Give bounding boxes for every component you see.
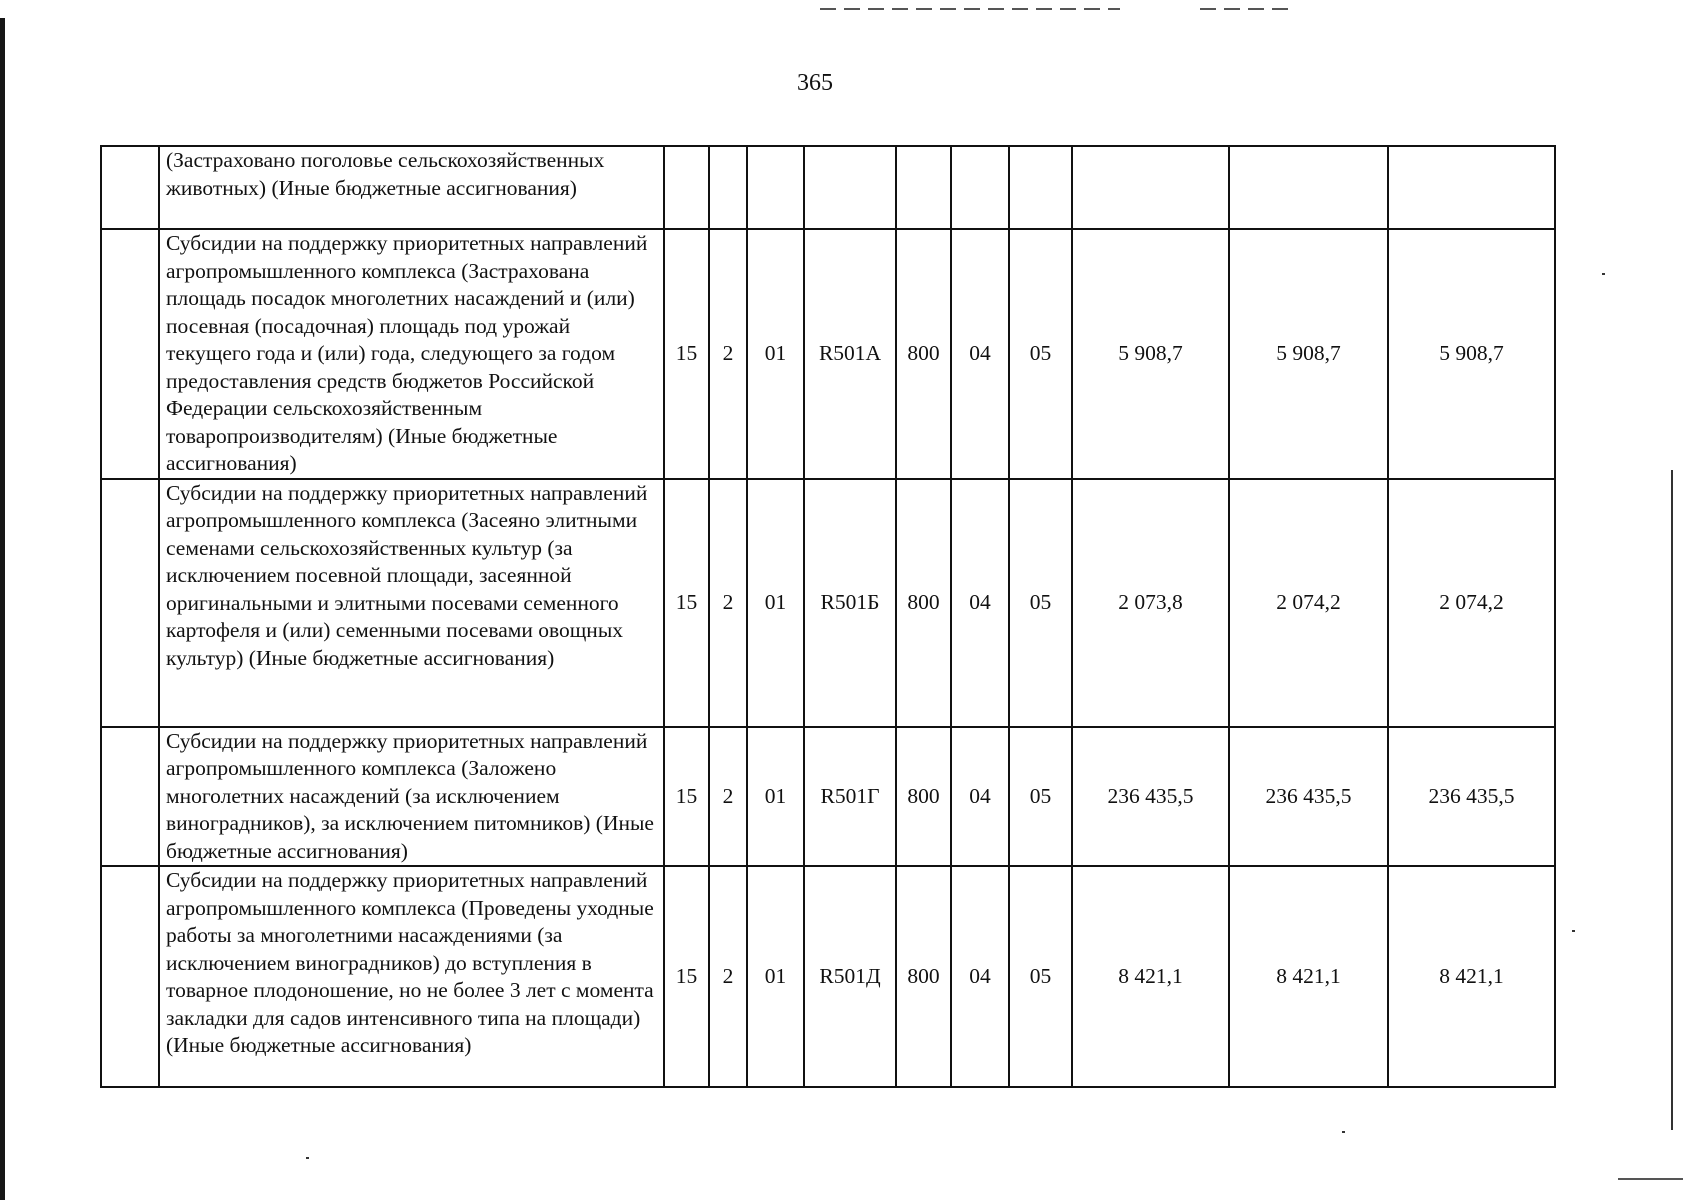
table-row xyxy=(101,866,1555,1087)
amount-cell xyxy=(1229,146,1388,229)
code-cell: 04 xyxy=(951,866,1009,1087)
description-cell: Субсидии на поддержку приоритетных направлений агропромышленного комплекса (Заложено многолетних насаждений (за исключением виноградников), за исключением питомников) (Иные бюджетные ассигнования) xyxy=(159,727,664,867)
code-cell: 05 xyxy=(1009,229,1072,479)
code-cell: 15 xyxy=(664,229,709,479)
scan-speck xyxy=(1342,1131,1345,1133)
amount-cell xyxy=(1072,146,1229,229)
code-cell: 01 xyxy=(747,479,804,727)
code-cell: 800 xyxy=(896,727,951,867)
amount-cell: 2 074,2 xyxy=(1388,479,1555,727)
table-row xyxy=(101,229,1555,479)
code-cell: 04 xyxy=(951,727,1009,867)
code-cell xyxy=(747,146,804,229)
code-cell: 2 xyxy=(709,727,747,867)
amount-cell: 236 435,5 xyxy=(1229,727,1388,867)
code-cell: R501А xyxy=(804,229,896,479)
amount-cell xyxy=(1388,146,1555,229)
description-cell: Субсидии на поддержку приоритетных направлений агропромышленного комплекса (Проведены уходные работы за многолетними насаждениями (за исключением виноградников) до вступления в товарное плодоношение, но не более 3 лет с момента закладки для садов интенсивного типа на площади) (Иные бюджетные ассигнования) xyxy=(159,866,664,1087)
budget-table xyxy=(100,145,1556,1088)
amount-cell: 2 074,2 xyxy=(1229,479,1388,727)
description-cell: Субсидии на поддержку приоритетных направлений агропромышленного комплекса (Застрахована площадь посадок многолетних насаждений и (или) посевная (посадочная) площадь под урожай текущего года и (или) года, следующего за годом предоставления средств бюджетов Российской Федерации сельскохозяйственным товаропроизводителям) (Иные бюджетные ассигнования) xyxy=(159,229,664,479)
code-cell: 15 xyxy=(664,727,709,867)
code-cell: 2 xyxy=(709,866,747,1087)
amount-cell: 8 421,1 xyxy=(1229,866,1388,1087)
amount-cell: 236 435,5 xyxy=(1388,727,1555,867)
code-cell xyxy=(951,146,1009,229)
amount-cell: 8 421,1 xyxy=(1072,866,1229,1087)
code-cell: 05 xyxy=(1009,727,1072,867)
code-cell: 05 xyxy=(1009,479,1072,727)
code-cell: 2 xyxy=(709,229,747,479)
code-cell: 01 xyxy=(747,727,804,867)
description-cell: (Застраховано поголовье сельскохозяйственных животных) (Иные бюджетные ассигнования) xyxy=(159,146,664,229)
scan-speck xyxy=(1572,930,1575,932)
row-number-cell xyxy=(101,229,159,479)
code-cell: R501Г xyxy=(804,727,896,867)
table-row xyxy=(101,146,1555,229)
amount-cell: 8 421,1 xyxy=(1388,866,1555,1087)
code-cell: R501Д xyxy=(804,866,896,1087)
scan-edge-right xyxy=(1671,470,1673,1130)
row-number-cell xyxy=(101,866,159,1087)
description-cell: Субсидии на поддержку приоритетных направлений агропромышленного комплекса (Засеяно элитными семенами сельскохозяйственных культур (за исключением посевной площади, засеянной оригинальными и элитными посевами семенного картофеля и (или) семенными посевами овощных культур) (Иные бюджетные ассигнования) xyxy=(159,479,664,727)
amount-cell: 5 908,7 xyxy=(1072,229,1229,479)
code-cell: R501Б xyxy=(804,479,896,727)
code-cell: 04 xyxy=(951,479,1009,727)
code-cell xyxy=(1009,146,1072,229)
code-cell xyxy=(709,146,747,229)
code-cell xyxy=(804,146,896,229)
scan-speck xyxy=(306,1157,309,1159)
code-cell: 2 xyxy=(709,479,747,727)
code-cell: 800 xyxy=(896,479,951,727)
row-number-cell xyxy=(101,727,159,867)
code-cell: 01 xyxy=(747,229,804,479)
code-cell: 800 xyxy=(896,866,951,1087)
row-number-cell xyxy=(101,146,159,229)
amount-cell: 5 908,7 xyxy=(1388,229,1555,479)
amount-cell: 236 435,5 xyxy=(1072,727,1229,867)
code-cell: 15 xyxy=(664,479,709,727)
scan-edge-left xyxy=(0,18,5,1200)
code-cell: 01 xyxy=(747,866,804,1087)
code-cell xyxy=(664,146,709,229)
code-cell: 15 xyxy=(664,866,709,1087)
scan-dash-top xyxy=(820,8,1120,10)
table-row xyxy=(101,479,1555,727)
code-cell: 800 xyxy=(896,229,951,479)
scan-speck xyxy=(1602,273,1605,275)
page-number: 365 xyxy=(797,70,833,96)
code-cell: 05 xyxy=(1009,866,1072,1087)
amount-cell: 5 908,7 xyxy=(1229,229,1388,479)
scan-edge-bottom xyxy=(1618,1178,1683,1180)
amount-cell: 2 073,8 xyxy=(1072,479,1229,727)
code-cell: 04 xyxy=(951,229,1009,479)
table-row xyxy=(101,727,1555,867)
scan-dash-top xyxy=(1200,8,1290,10)
code-cell xyxy=(896,146,951,229)
row-number-cell xyxy=(101,479,159,727)
